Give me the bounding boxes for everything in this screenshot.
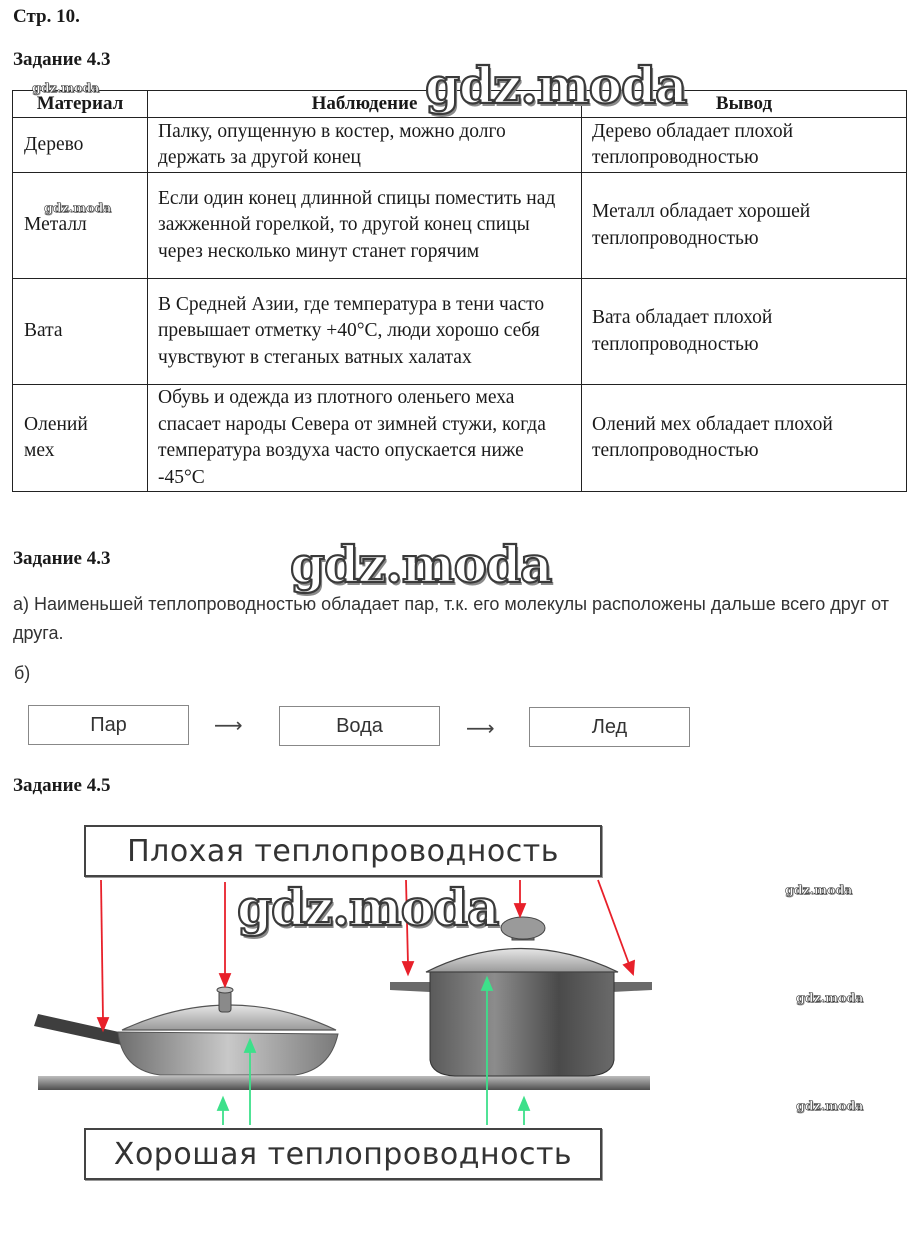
watermark: gdz.moda: [44, 200, 112, 215]
task-heading-3: Задание 4.5: [13, 775, 111, 796]
page-heading: Стр. 10.: [13, 6, 80, 27]
watermark: gdz.moda: [32, 80, 100, 95]
table-row: [13, 279, 907, 385]
watermark: gdz.moda: [237, 878, 499, 937]
material-cell: Дерево: [13, 118, 148, 173]
state-box-ice: Лед: [529, 707, 690, 747]
answer-a: а) Наименьшей теплопроводностью обладает пар, т.к. его молекулы расположены дальше всего друг от друга.: [13, 594, 889, 643]
conclusion-cell: Вата обладает плохой теплопроводностью: [582, 279, 907, 385]
observation-cell: Палку, опущенную в костер, можно долго держать за другой конец: [148, 118, 582, 173]
table-row: [13, 385, 907, 492]
observation-cell: Обувь и одежда из плотного оленьего меха спасает народы Севера от зимней стужи, когда температура воздуха часто опускается ниже -45°С: [148, 385, 582, 492]
task-heading-2: Задание 4.3: [13, 548, 111, 569]
conductivity-table: [12, 90, 907, 492]
arrow-right-icon: ⟶: [466, 716, 495, 740]
watermark: gdz.moda: [796, 990, 864, 1005]
watermark: gdz.moda: [290, 535, 552, 594]
state-box-steam: Пар: [28, 705, 189, 745]
frying-pan: [34, 987, 338, 1075]
observation-cell: Если один конец длинной спицы поместить над зажженной горелкой, то другой конец спицы через несколько минут станет горячим: [148, 173, 582, 279]
stove-surface: [38, 1076, 650, 1090]
material-cell: Олений мех: [13, 385, 148, 492]
table-row: [13, 173, 907, 279]
bad-conductivity-label: Плохая теплопроводность: [84, 825, 602, 877]
observation-cell: В Средней Азии, где температура в тени часто превышает отметку +40°С, люди хорошо себя чувствуют в стеганых ватных халатах: [148, 279, 582, 385]
column-header-material: Материал: [13, 91, 148, 118]
column-header-observation: Наблюдение: [148, 91, 582, 118]
task-heading-1: Задание 4.3: [13, 49, 111, 70]
conclusion-cell: Дерево обладает плохой теплопроводностью: [582, 118, 907, 173]
arrow-right-icon: ⟶: [214, 713, 243, 737]
watermark: gdz.moda: [425, 56, 687, 115]
state-box-water: Вода: [279, 706, 440, 746]
material-cell: Вата: [13, 279, 148, 385]
material-cell: Металл: [13, 173, 148, 279]
column-header-conclusion: Вывод: [582, 91, 907, 118]
good-conductivity-label: Хорошая теплопроводность: [84, 1128, 602, 1180]
watermark: gdz.moda: [785, 882, 853, 897]
table-row: [13, 118, 907, 173]
cooking-pot: [390, 917, 652, 1076]
answer-b-label: б): [14, 663, 31, 683]
watermark: gdz.moda: [796, 1098, 864, 1113]
conclusion-cell: Олений мех обладает плохой теплопроводностью: [582, 385, 907, 492]
conclusion-cell: Металл обладает хорошей теплопроводностью: [582, 173, 907, 279]
